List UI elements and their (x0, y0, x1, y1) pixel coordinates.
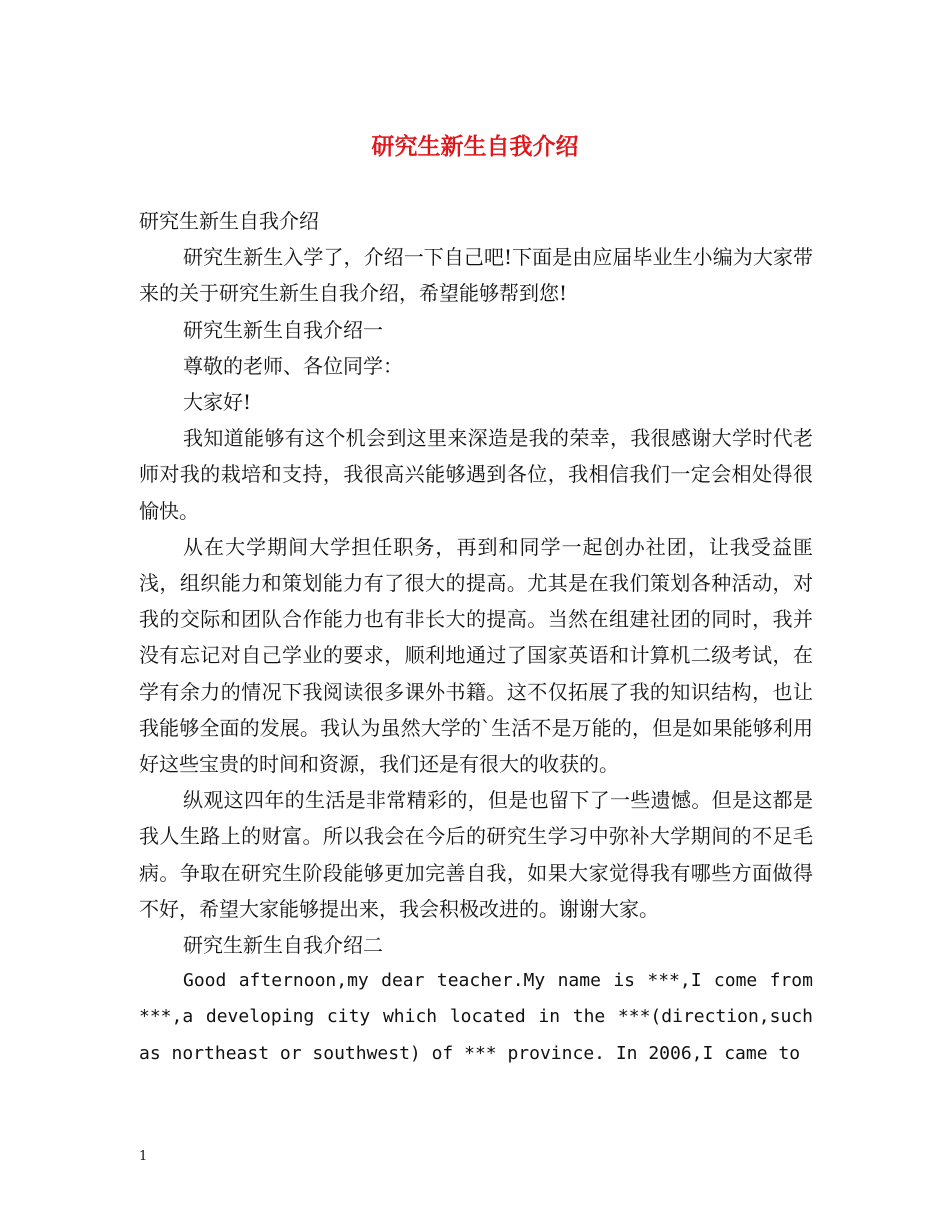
document-title: 研究生新生自我介绍 (371, 133, 579, 160)
greeting-hello: 大家好! (183, 390, 252, 415)
section-heading: 研究生新生自我介绍 (139, 209, 319, 233)
body-paragraph: 纵观这四年的生活是非常精彩的，但是也留下了一些遗憾。但是这都是我人生路上的财富。所以我会在今后的研究生学习中弥补大学期间的不足毛病。争取在研究生阶段能够更加完善自我，如果大家觉得我有哪些方面做得不好，希望大家能够提出来，我会积极改进的。谢谢大家。 (139, 788, 813, 921)
english-paragraph: Good afternoon,my dear teacher.My name is ***,I come from ***,a developing city which located in the ***(direction,such as northeast or southwest) of *** province. In 2006,I came to (139, 970, 813, 1064)
subheading-two: 研究生新生自我介绍二 (183, 933, 383, 958)
document-body (139, 203, 813, 1072)
subheading-one: 研究生新生自我介绍一 (183, 317, 383, 342)
greeting-salutation: 尊敬的老师、各位同学： (183, 353, 403, 378)
page-number: 1 (139, 1149, 148, 1164)
intro-paragraph: 研究生新生入学了，介绍一下自己吧!下面是由应届毕业生小编为大家带来的关于研究生新生自我介绍，希望能够帮到您! (139, 245, 813, 306)
body-paragraph: 从在大学期间大学担任职务，再到和同学一起创办社团，让我受益匪浅，组织能力和策划能力有了很大的提高。尤其是在我们策划各种活动，对我的交际和团队合作能力也有非长大的提高。当然在组建社团的同时，我并没有忘记对自己学业的要求，顺利地通过了国家英语和计算机二级考试，在学有余力的情况下我阅读很多课外书籍。这不仅拓展了我的知识结构，也让我能够全面的发展。我认为虽然大学的`生活不是万能的，但是如果能够利用好这些宝贵的时间和资源，我们还是有很大的收获的。 (139, 534, 813, 777)
body-paragraph: 我知道能够有这个机会到这里来深造是我的荣幸，我很感谢大学时代老师对我的栽培和支持，我很高兴能够遇到各位，我相信我们一定会相处得很愉快。 (139, 426, 813, 523)
